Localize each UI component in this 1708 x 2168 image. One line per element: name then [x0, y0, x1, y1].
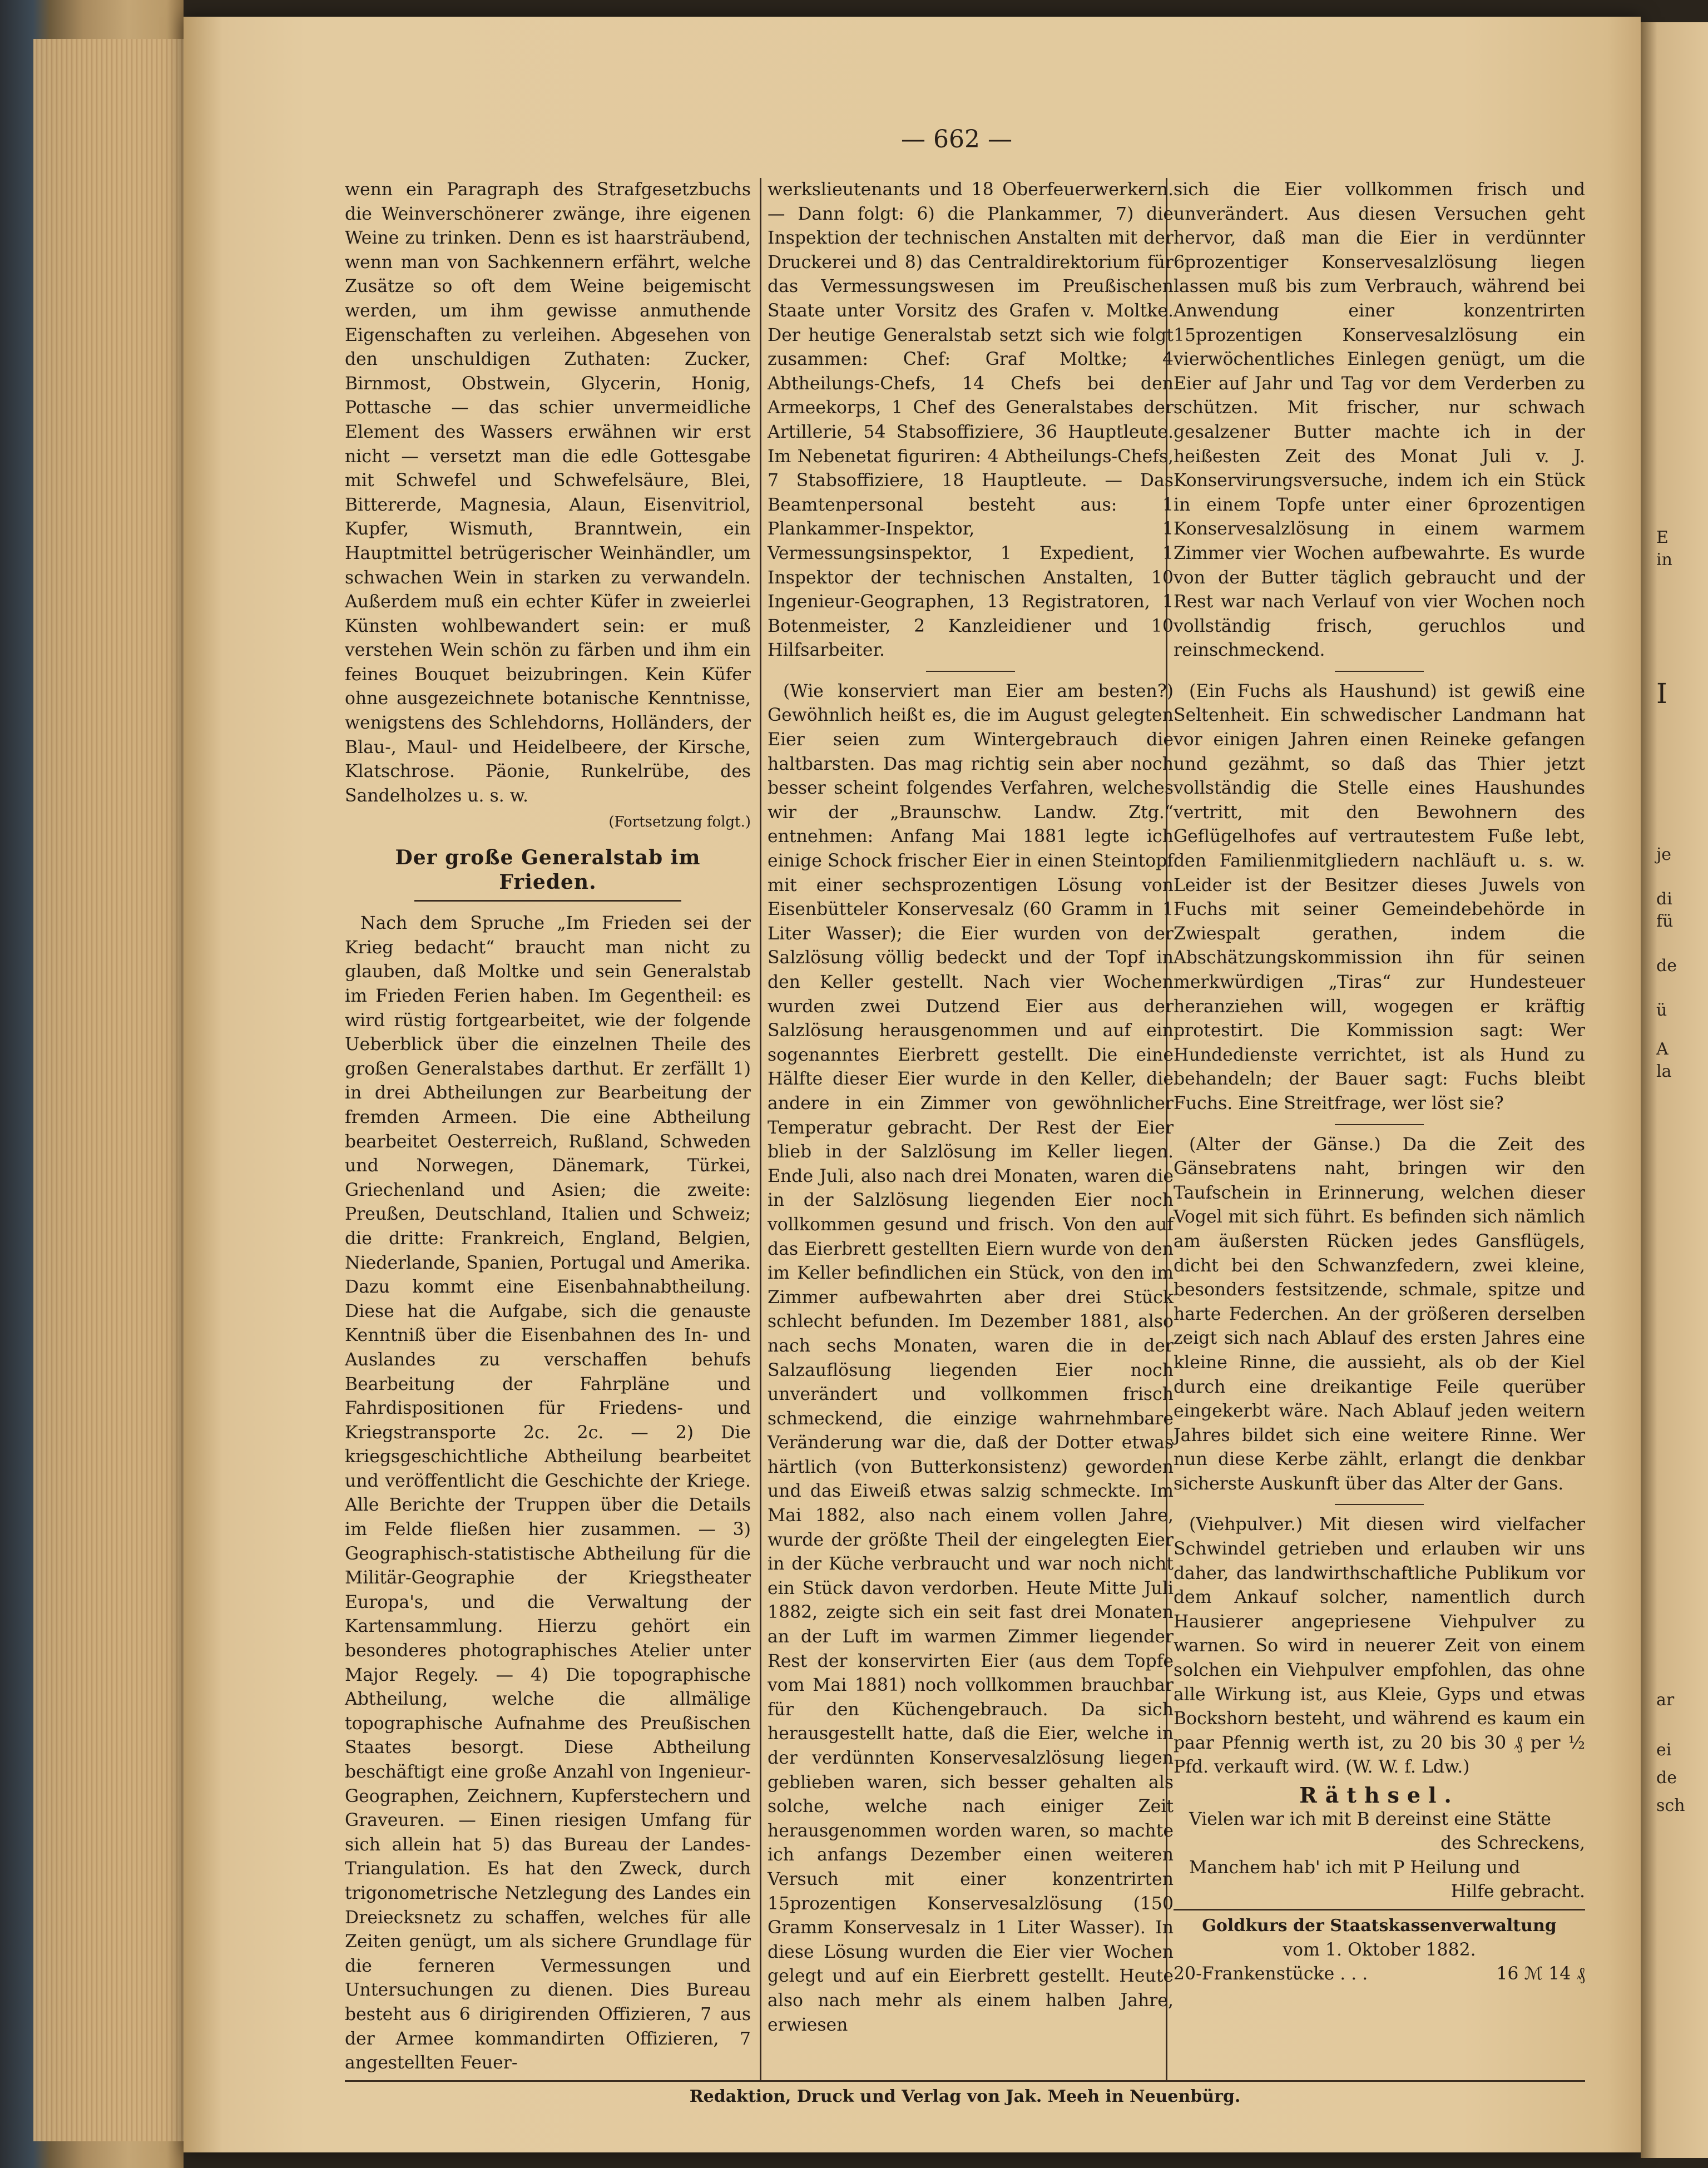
riddle-line: Hilfe gebracht.	[1450, 1882, 1585, 1902]
riddle-line: Vielen war ich mit B dereinst eine Stätte	[1189, 1809, 1551, 1829]
column-1	[345, 178, 751, 2076]
column-divider	[760, 178, 761, 2080]
gold-rate-date: vom 1. Oktober 1882.	[1283, 1939, 1476, 1960]
continuation-note: (Fortsetzung folgt.)	[608, 814, 751, 831]
separator	[1335, 1504, 1424, 1505]
article-text: (Wie konserviert man Eier am besten?) Gewöhnlich heißt es, die im August gelegten Eier seien zum Wintergebrauch die haltbarsten. Das mag richtig sein aber noch besser scheint folgendes Verfahren, welches wir der „Braunschw. Landw. Ztg.“ entnehmen: Anfang Mai 1881 legte ich einige Schock frischer Eier in einen Steintopf mit einer sechsprozentigen Lösung von Eisenbütteler Konservesalz (60 Gramm in 1 Liter Wasser); die Eier wurden von der Salzlösung völlig bedeckt und der Topf in den Keller gestellt. Nach vier Wochen wurden zwei Dutzend Eier aus der Salzlösung herausgenommen und auf ein sogenanntes Eierbrett gestellt. Die eine Hälfte dieser Eier wurde in den Keller, die andere in ein Zimmer von gewöhnlicher Temperatur gebracht. Der Rest der Eier blieb in der Salzlösung im Keller liegen. Ende Juli, also nach drei Monaten, waren die in der Salzlösung liegenden Eier noch vollkommen gesund und frisch. Von den auf das Eierbrett gestellten Eiern wurde von den im Keller befindlichen ein Stück, von den im Zimmer aufbewahrten aber drei Stück schlecht befunden. Im Dezember 1881, also nach sechs Monaten, waren die in der Salzauflösung liegenden Eier noch unverändert und vollkommen frisch schmeckend, die einzige wahrnehmbare Veränderung war die, daß der Dotter etwas härtlich (von Butterkonsistenz) geworden und das Eiweiß etwas salzig schmeckte. Im Mai 1882, also nach einem vollen Jahre, wurde der größte Theil der eingelegten Eier in der Küche verbraucht und war noch nicht ein Stück davon verdorben. Heute Mitte Juli 1882, zeigte sich ein seit fast drei Monaten an der Luft im warmen Zimmer liegender Rest der konservirten Eier (aus dem Topfe vom Mai 1881) noch vollkommen brauchbar für den Küchengebrauch. Da sich herausgestellt hatte, daß die Eier, welche in der verdünnten Konservesalzlösung liegen geblieben waren, sich besser gehalten als solche, welche nach einiger Zeit herausgenommen worden waren, so machte ich anfangs Dezember einen weiteren Versuch mit einer konzentrirten 15prozentigen Konservesalzlösung (150 Gramm Konservesalz in 1 Liter Wasser). In diese Lösung wurden die Eier vier Wochen gelegt und auf ein Eierbrett gestellt. Heute also nach mehr als einem halben Jahre, erwiesen	[768, 681, 1174, 2035]
fragment: je	[1656, 845, 1672, 864]
imprint: Redaktion, Druck und Verlag von Jak. Meeh in Neuenbürg.	[689, 2087, 1241, 2106]
heading-underline	[414, 900, 681, 902]
column-3	[1174, 178, 1585, 1987]
fragment: in	[1656, 550, 1672, 570]
article-text: (Viehpulver.) Mit diesen wird vielfacher Schwindel getrieben und erlauben wir uns daher, das landwirthschaftliche Publikum vor dem Ankauf solcher, namentlich durch Hausierer angepriesene Viehpulver zu warnen. So wird in neuerer Zeit von einem solchen ein Viehpulver empfohlen, das ohne alle Wirkung ist, aus Kleie, Gyps und etwas Bockshorn besteht, und während es kaum ein paar Pfennig werth ist, zu 20 bis 30 ₰ per ½ Pfd. verkauft wird. (W. W. f. Ldw.)	[1174, 1514, 1585, 1778]
fragment: ar	[1656, 1690, 1675, 1710]
fragment: di	[1656, 889, 1672, 909]
article-text: (Alter der Gänse.) Da die Zeit des Gänsebratens naht, bringen wir den Taufschein in Erinnerung, welchen dieser Vogel mit sich führt. Es befinden sich nämlich am äußersten Rücken jedes Gansflügels, dicht bei den Schwanzfedern, zwei kleine, besonders festsitzende, schmale, spitze und harte Federchen. An der größeren derselben zeigt sich nach Ablauf des ersten Jahres eine kleine Rinne, die aussieht, als ob der Kiel durch eine dreikantige Feile querüber eingekerbt wäre. Nach Ablauf jeden weitern Jahres bildet sich eine weitere Rinne. Wer nun diese Kerbe zählt, erlangt die denkbar sicherste Auskunft über das Alter der Gans.	[1174, 1134, 1585, 1494]
fragment: sch	[1656, 1796, 1685, 1815]
article-heading	[345, 846, 751, 902]
separator	[1335, 1124, 1424, 1125]
fragment: la	[1656, 1062, 1672, 1081]
fragment: fü	[1656, 912, 1674, 931]
gold-rate-item: 20-Frankenstücke . . .	[1174, 1964, 1368, 1984]
adjacent-page	[1641, 22, 1708, 2158]
article-text: sich die Eier vollkommen frisch und unverändert. Aus diesen Versuchen geht hervor, daß man die Eier in verdünnter 6prozentiger Konservesalzlösung liegen lassen muß bis zum Verbrauch, während bei Anwendung einer konzentrirten 15prozentigen Konservesalzlösung ein vierwöchentliches Einlegen genügt, um die Eier auf Jahr und Tag vor dem Verderben zu schützen. Mit frischer, nur schwach gesalzener Butter machte ich in der heißesten Zeit des Monat Juli v. J. Konservirungsversuche, indem ich ein Stück in einem Topfe unter einer 6prozentigen Konservesalzlösung in einem warmem Zimmer vier Wochen aufbewahrte. Es wurde von der Butter täglich gebraucht und der Rest war nach Verlauf von vier Wochen noch vollständig frisch, geruchlos und reinschmeckend.	[1174, 180, 1585, 661]
page-edges	[33, 39, 189, 2141]
footer-rule	[345, 2080, 1585, 2082]
gold-rate-value: 16 ℳ 14 ₰	[1496, 1964, 1585, 1984]
gold-rate-title: Goldkurs der Staatskassenverwaltung	[1174, 1909, 1585, 1938]
gold-rate-row	[1174, 1962, 1585, 1987]
riddle-line: des Schreckens,	[1440, 1833, 1585, 1854]
article-text: (Ein Fuchs als Haushund) ist gewiß eine Seltenheit. Ein schwedischer Landmann hat vor einigen Jahren einen Reineke gefangen und gezähmt, so daß das Thier jetzt vollständig die Stelle eines Haushundes vertritt, mit den Bewohnern des Geflügelhofes auf vertrautestem Fuße lebt, den Familienmitgliedern nachläuft u. s. w. Leider ist der Besitzer dieses Juwels von Fuchs mit seiner Gemeindebehörde in Zwiespalt gerathen, indem die Abschätzungskommission ihn für seinen merkwürdigen „Tiras“ zur Hundesteuer heranziehen will, wogegen er kräftig protestirt. Die Kommission sagt: Wer Hundedienste verrichtet, ist als Hund zu behandeln; der Bauer sagt: Fuchs bleibt Fuchs. Eine Streitfrage, wer löst sie?	[1174, 681, 1585, 1113]
riddle-title: Räthsel.	[1299, 1783, 1459, 1808]
fragment: I	[1656, 677, 1667, 710]
article-text: wenn ein Paragraph des Strafgesetzbuchs die Weinverschönerer zwänge, ihre eigenen Weine zu trinken. Denn es ist haarsträubend, wenn man von Sachkennern erfährt, welche Zusätze so oft dem Weine beigemischt werden, um ihm gewisse anmuthende Eigenschaften zu verleihen. Abgesehen von den unschuldigen Zuthaten: Zucker, Birnmost, Obstwein, Glycerin, Honig, Pottasche — das schier unvermeidliche Element des Wassers erwähnen wir erst nicht — versetzt man die edle Gottesgabe mit Schwefel und Schwefelsäure, Blei, Bittererde, Magnesia, Alaun, Eisenvitriol, Kupfer, Wismuth, Branntwein, ein Hauptmittel betrügerischer Weinhändler, um schwachen Wein in starken zu verwandeln. Außerdem muß ein echter Küfer in zweierlei Künsten wohlbewandert sein: er muß verstehen Wein schön zu färben und ihm ein feines Bouquet beizubringen. Kein Küfer ohne ausgezeichnete botanische Kenntnisse, wenigstens des Schlehdorns, Holländers, der Blau-, Maul- und Heidelbeere, der Kirsche, Klatschrose. Päonie, Runkelrübe, des Sandelholzes u. s. w.	[345, 180, 751, 806]
fragment: de	[1656, 1768, 1677, 1788]
article-text: Nach dem Spruche „Im Frieden sei der Krieg bedacht“ braucht man nicht zu glauben, daß Moltke und sein Generalstab im Frieden Ferien haben. Im Gegentheil: es wird rüstig fortgearbeitet, wie der folgende Ueberblick über die einzelnen Theile des großen Generalstabes darthut. Er zerfällt 1) in drei Abtheilungen zur Bearbeitung der fremden Armeen. Die eine Abtheilung bearbeitet Oesterreich, Rußland, Schweden und Norwegen, Dänemark, Türkei, Griechenland und Asien; die zweite: Preußen, Deutschland, Italien und Schweiz; die dritte: Frankreich, England, Belgien, Niederlande, Spanien, Portugal und Amerika. Dazu kommt eine Eisenbahnabtheilung. Diese hat die Aufgabe, sich die genauste Kenntniß über die Eisenbahnen des In- und Auslandes zu verschaffen behufs Bearbeitung der Fahrpläne und Fahrdispositionen für Friedens- und Kriegstransporte 2c. 2c. — 2) Die kriegsgeschichtliche Abtheilung bearbeitet und veröffentlicht die Geschichte der Kriege. Alle Berichte der Truppen über die Details im Felde fließen hier zusammen. — 3) Geographisch-statistische Abtheilung für die Militär-Geographie der Kriegstheater Europa's, und die Verwaltung der Kartensammlung. Hierzu gehört ein besonderes photographisches Atelier unter Major Regely. — 4) Die topographische Abtheilung, welche die allmälige topographische Aufnahme des Preußischen Staates besorgt. Diese Abtheilung beschäftigt eine große Anzahl von Ingenieur-Geographen, Zeichnern, Kupferstechern und Graveuren. — Einen riesigen Umfang für sich allein hat 5) das Bureau der Landes-Triangulation. Es hat den Zweck, durch trigonometrische Netzlegung des Landes ein Dreiecksnetz zu schaffen, welches für alle Zeiten genügt, um als sichere Grundlage für die ferneren Vermessungen und Untersuchungen zu dienen. Dies Bureau besteht aus 6 dirigirenden Offizieren, 7 aus der Armee kommandirten Offizieren, 7 angestellten Feuer-	[345, 913, 751, 2073]
column-2	[768, 178, 1174, 2037]
page-number: — 662 —	[901, 125, 1012, 154]
article-text: werkslieutenants und 18 Oberfeuerwerkern. — Dann folgt: 6) die Plankammer, 7) die Inspektion der technischen Anstalten mit der Druckerei und 8) das Centraldirektorium für das Vermessungswesen im Preußischen Staate unter Vorsitz des Grafen v. Moltke. Der heutige Generalstab setzt sich wie folgt zusammen: Chef: Graf Moltke; 4 Abtheilungs-Chefs, 14 Chefs bei den Armeekorps, 1 Chef des Generalstabes der Artillerie, 54 Stabsoffiziere, 36 Hauptleute. Im Nebenetat figuriren: 4 Abtheilungs-Chefs, 7 Stabsoffiziere, 18 Hauptleute. — Das Beamtenpersonal besteht aus: 1 Plankammer-Inspektor, 1 Vermessungsinspektor, 1 Expedient, 1 Inspektor der technischen Anstalten, 10 Ingenieur-Geographen, 13 Registratoren, 1 Botenmeister, 2 Kanzleidiener und 10 Hilfsarbeiter.	[768, 180, 1174, 661]
riddle-line: Manchem hab' ich mit P Heilung und	[1189, 1857, 1521, 1878]
fragment: E	[1656, 528, 1669, 547]
fragment: ei	[1656, 1740, 1672, 1760]
separator	[1335, 671, 1424, 672]
fragment: A	[1656, 1040, 1669, 1059]
fragment: ü	[1656, 1001, 1667, 1020]
separator	[926, 671, 1015, 672]
article-heading-text: Der große Generalstab im Frieden.	[395, 846, 701, 894]
fragment: de	[1656, 956, 1677, 976]
